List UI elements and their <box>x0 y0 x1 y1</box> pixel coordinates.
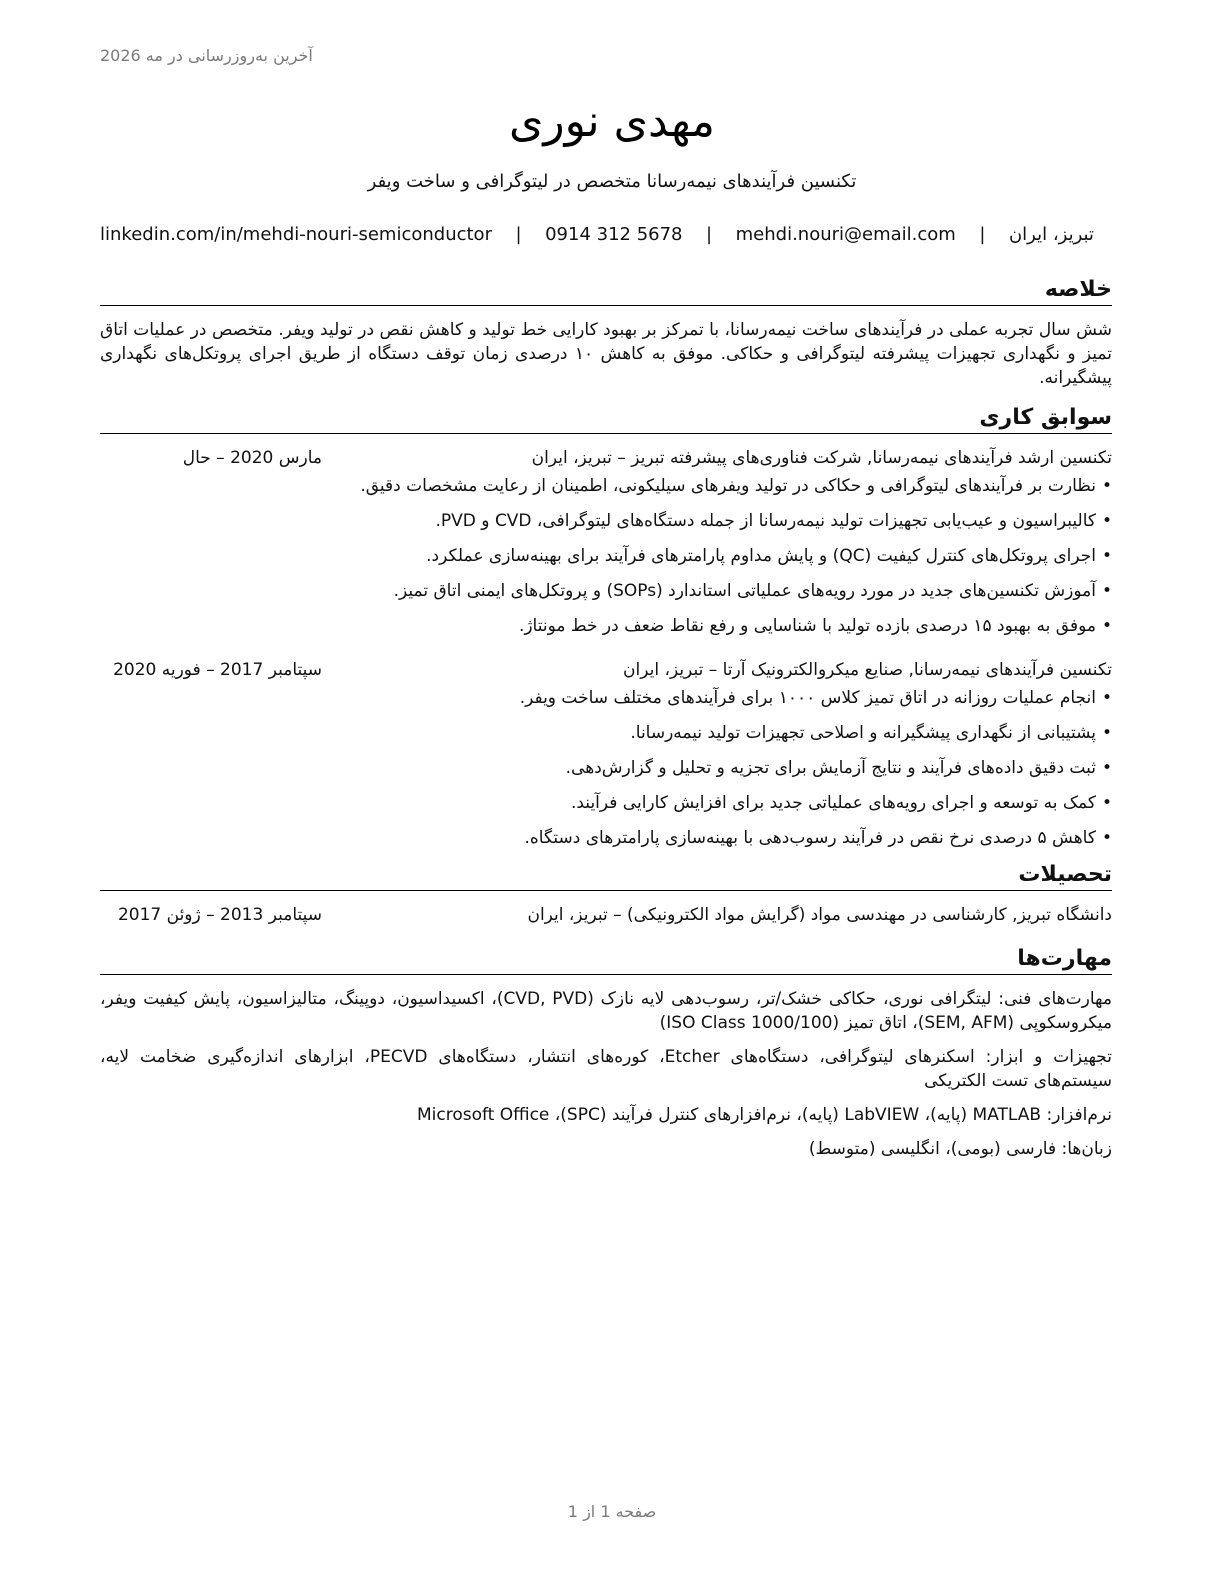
skill-line: تجهیزات و ابزار: اسکنرهای لیتوگرافی، دستگاه‌های Etcher، کوره‌های انتشار، دستگاه‌های PECVD، ابزارهای اندازه‌گیری ضخامت لایه، سیستم‌های تست الکتریکی <box>100 1047 1112 1091</box>
section-title-skills: مهارت‌ها <box>100 945 1112 975</box>
last-updated-note: آخرین به‌روزرسانی در مه 2026 <box>100 46 313 65</box>
job-bullets <box>100 686 1112 850</box>
contact-line <box>100 224 1094 245</box>
summary-text: شش سال تجربه عملی در فرآیندهای ساخت نیمه‌رسانا، با تمرکز بر بهبود کارایی خط تولید و کاهش نقص در تولید ویفر. متخصص در عملیات اتاق تمیز و نگهداری تجهیزات پیشرفته لیتوگرافی و حکاکی. موفق به کاهش ۱۰ درصدی زمان توقف دستگاه از طریق اجرای پروتکل‌های نگهداری پیشگیرانه. <box>100 320 1112 388</box>
job-bullet: • پشتیبانی از نگهداری پیشگیرانه و اصلاحی تجهیزات تولید نیمه‌رسانا. <box>100 721 1112 745</box>
education-degree-school: دانشگاه تبریز, کارشناسی در مهندسی مواد (گرایش مواد الکترونیکی) – تبریز، ایران <box>527 905 1112 925</box>
job-entry <box>100 446 1112 638</box>
job-header <box>100 446 1112 470</box>
job-title-company: تکنسین ارشد فرآیندهای نیمه‌رسانا, شرکت فناوری‌های پیشرفته تبریز – تبریز، ایران <box>531 448 1112 468</box>
job-title-company: تکنسین فرآیندهای نیمه‌رسانا, صنایع میکروالکترونیک آرتا – تبریز، ایران <box>623 660 1112 680</box>
job-header <box>100 658 1112 682</box>
job-bullet: • موفق به بهبود ۱۵ درصدی بازده تولید با شناسایی و رفع نقاط ضعف در خط مونتاژ. <box>100 614 1112 638</box>
contact-separator: | <box>706 224 713 245</box>
education-section <box>100 861 1112 927</box>
job-bullet: • کمک به توسعه و اجرای رویه‌های عملیاتی جدید برای افزایش کارایی فرآیند. <box>100 791 1112 815</box>
job-bullet: • ثبت دقیق داده‌های فرآیند و نتایج آزمایش برای تجزیه و تحلیل و گزارش‌دهی. <box>100 756 1112 780</box>
section-title-education: تحصیلات <box>100 861 1112 891</box>
contact-location: تبریز، ایران <box>1008 224 1094 245</box>
education-dates: سپتامبر 2013 – ژوئن 2017 <box>117 905 322 925</box>
education-entry <box>100 903 1112 927</box>
section-title-summary: خلاصه <box>100 276 1112 306</box>
job-dates: سپتامبر 2017 – فوریه 2020 <box>113 660 322 680</box>
experience-section <box>100 404 1112 850</box>
job-bullet: • کاهش ۵ درصدی نرخ نقص در فرآیند رسوب‌دهی با بهینه‌سازی پارامترهای دستگاه. <box>100 826 1112 850</box>
contact-separator: | <box>979 224 986 245</box>
job-entry <box>100 658 1112 850</box>
job-dates: مارس 2020 – حال <box>182 448 322 468</box>
summary-section <box>100 276 1112 390</box>
job-bullet: • نظارت بر فرآیندهای لیتوگرافی و حکاکی در تولید ویفرهای سیلیکونی، اطمینان از رعایت مشخصات دقیق. <box>100 474 1112 498</box>
skill-line: زبان‌ها: فارسی (بومی)، انگلیسی (متوسط) <box>808 1139 1112 1159</box>
skills-section <box>100 945 1112 1161</box>
job-bullet: • انجام عملیات روزانه در اتاق تمیز کلاس ۱۰۰۰ برای فرآیندهای مختلف ساخت ویفر. <box>100 686 1112 710</box>
job-bullets <box>100 474 1112 638</box>
contact-phone: 0914 312 5678 <box>545 224 683 245</box>
page-number: صفحه 1 از 1 <box>567 1502 657 1521</box>
contact-separator: | <box>515 224 522 245</box>
resume-content <box>100 276 1112 1171</box>
candidate-name: مهدی نوری <box>508 96 716 147</box>
candidate-headline: تکنسین فرآیندهای نیمه‌رسانا متخصص در لیتوگرافی و ساخت ویفر <box>367 171 857 192</box>
job-bullet: • کالیبراسیون و عیب‌یابی تجهیزات تولید نیمه‌رسانا از جمله دستگاه‌های لیتوگرافی، CVD و PVD. <box>100 509 1112 533</box>
section-title-experience: سوابق کاری <box>100 404 1112 434</box>
job-bullet: • اجرای پروتکل‌های کنترل کیفیت (QC) و پایش مداوم پارامترهای فرآیند برای بهینه‌سازی عملکرد. <box>100 544 1112 568</box>
skill-line: نرم‌افزار: MATLAB (پایه)، LabVIEW (پایه)، نرم‌افزارهای کنترل فرآیند (SPC)، Microsoft Office <box>416 1105 1112 1125</box>
contact-linkedin[interactable]: linkedin.com/in/mehdi-nouri-semiconductor <box>100 224 492 245</box>
job-bullet: • آموزش تکنسین‌های جدید در مورد رویه‌های عملیاتی استاندارد (SOPs) و پروتکل‌های ایمنی اتاق تمیز. <box>100 579 1112 603</box>
contact-email[interactable]: mehdi.nouri@email.com <box>735 224 956 245</box>
skill-line: مهارت‌های فنی: لیتگرافی نوری، حکاکی خشک/تر، رسوب‌دهی لایه نازک (CVD, PVD)، اکسیداسیون، دوپینگ، متالیزاسیون، پایش کیفیت ویفر، میکروسکوپی (SEM, AFM)، اتاق تمیز (ISO Class 1000/100) <box>100 989 1112 1033</box>
